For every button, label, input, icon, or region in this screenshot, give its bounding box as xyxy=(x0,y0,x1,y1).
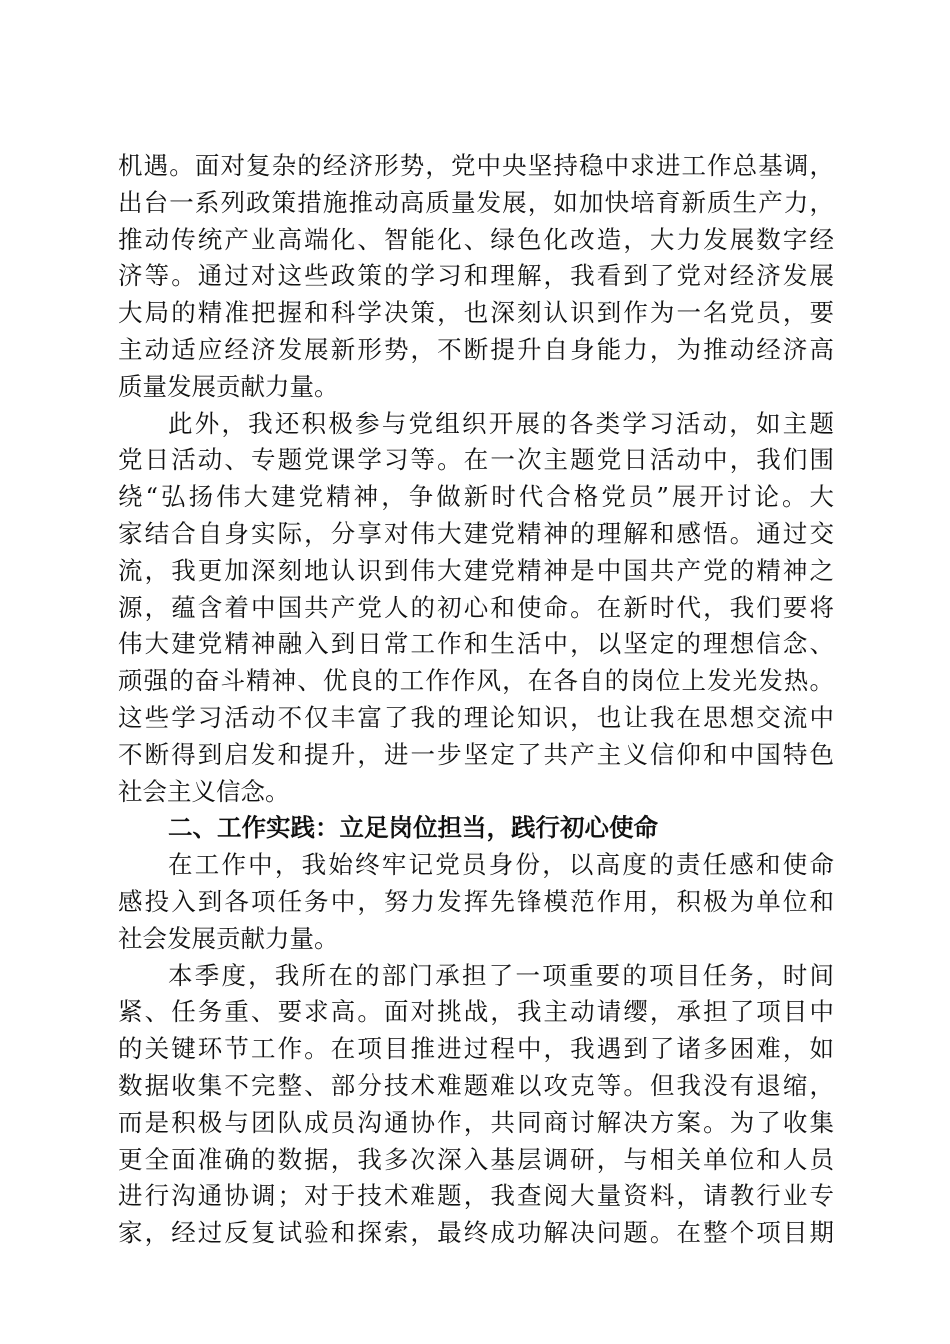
text-line: 不断得到启发和提升，进一步坚定了共产主义信仰和中国特色 xyxy=(118,739,834,769)
text-line: 党日活动、专题党课学习等。在一次主题党日活动中，我们围 xyxy=(118,445,834,475)
paragraph-first-line: 此外，我还积极参与党组织开展的各类学习活动，如主题 xyxy=(168,408,834,438)
text-line: 家，经过反复试验和探索，最终成功解决问题。在整个项目期 xyxy=(118,1218,834,1248)
text-line: 社会主义信念。 xyxy=(118,776,290,806)
text-line: 推动传统产业高端化、智能化、绿色化改造，大力发展数字经 xyxy=(118,224,834,254)
text-line: 机遇。面对复杂的经济形势，党中央坚持稳中求进工作总基调， xyxy=(118,151,834,180)
section-heading: 二、工作实践：立足岗位担当，践行初心使命 xyxy=(168,813,658,843)
text-line: 感投入到各项任务中，努力发挥先锋模范作用，积极为单位和 xyxy=(118,886,834,916)
text-line: 流，我更加深刻地认识到伟大建党精神是中国共产党的精神之 xyxy=(118,555,834,585)
text-line: 更全面准确的数据，我多次深入基层调研，与相关单位和人员 xyxy=(118,1144,834,1174)
text-line: 这些学习活动不仅丰富了我的理论知识，也让我在思想交流中 xyxy=(118,702,834,732)
text-line: 进行沟通协调；对于技术难题，我查阅大量资料，请教行业专 xyxy=(118,1181,834,1211)
paragraph-first-line: 本季度，我所在的部门承担了一项重要的项目任务，时间 xyxy=(168,960,834,990)
text-line: 绕“弘扬伟大建党精神，争做新时代合格党员”展开讨论。大 xyxy=(118,482,834,512)
text-line: 主动适应经济发展新形势，不断提升自身能力，为推动经济高 xyxy=(118,334,834,364)
text-line: 顽强的奋斗精神、优良的工作作风，在各自的岗位上发光发热。 xyxy=(118,666,834,696)
text-line: 家结合自身实际，分享对伟大建党精神的理解和感悟。通过交 xyxy=(118,518,834,548)
text-line: 大局的精准把握和科学决策，也深刻认识到作为一名党员，要 xyxy=(118,298,834,328)
text-line: 而是积极与团队成员沟通协作，共同商讨解决方案。为了收集 xyxy=(118,1107,834,1137)
text-line: 数据收集不完整、部分技术难题难以攻克等。但我没有退缩， xyxy=(118,1070,834,1100)
text-line: 社会发展贡献力量。 xyxy=(118,923,339,953)
text-line: 伟大建党精神融入到日常工作和生活中，以坚定的理想信念、 xyxy=(118,629,834,659)
document-body xyxy=(118,148,834,1252)
text-line: 济等。通过对这些政策的学习和理解，我看到了党对经济发展 xyxy=(118,261,834,291)
text-line: 质量发展贡献力量。 xyxy=(118,371,339,401)
text-line: 源，蕴含着中国共产党人的初心和使命。在新时代，我们要将 xyxy=(118,592,834,622)
paragraph-first-line: 在工作中，我始终牢记党员身份，以高度的责任感和使命 xyxy=(168,850,834,880)
text-line: 的关键环节工作。在项目推进过程中，我遇到了诸多困难，如 xyxy=(118,1034,834,1064)
text-line: 紧、任务重、要求高。面对挑战，我主动请缨，承担了项目中 xyxy=(118,997,834,1027)
text-line: 出台一系列政策措施推动高质量发展，如加快培育新质生产力， xyxy=(118,187,834,217)
